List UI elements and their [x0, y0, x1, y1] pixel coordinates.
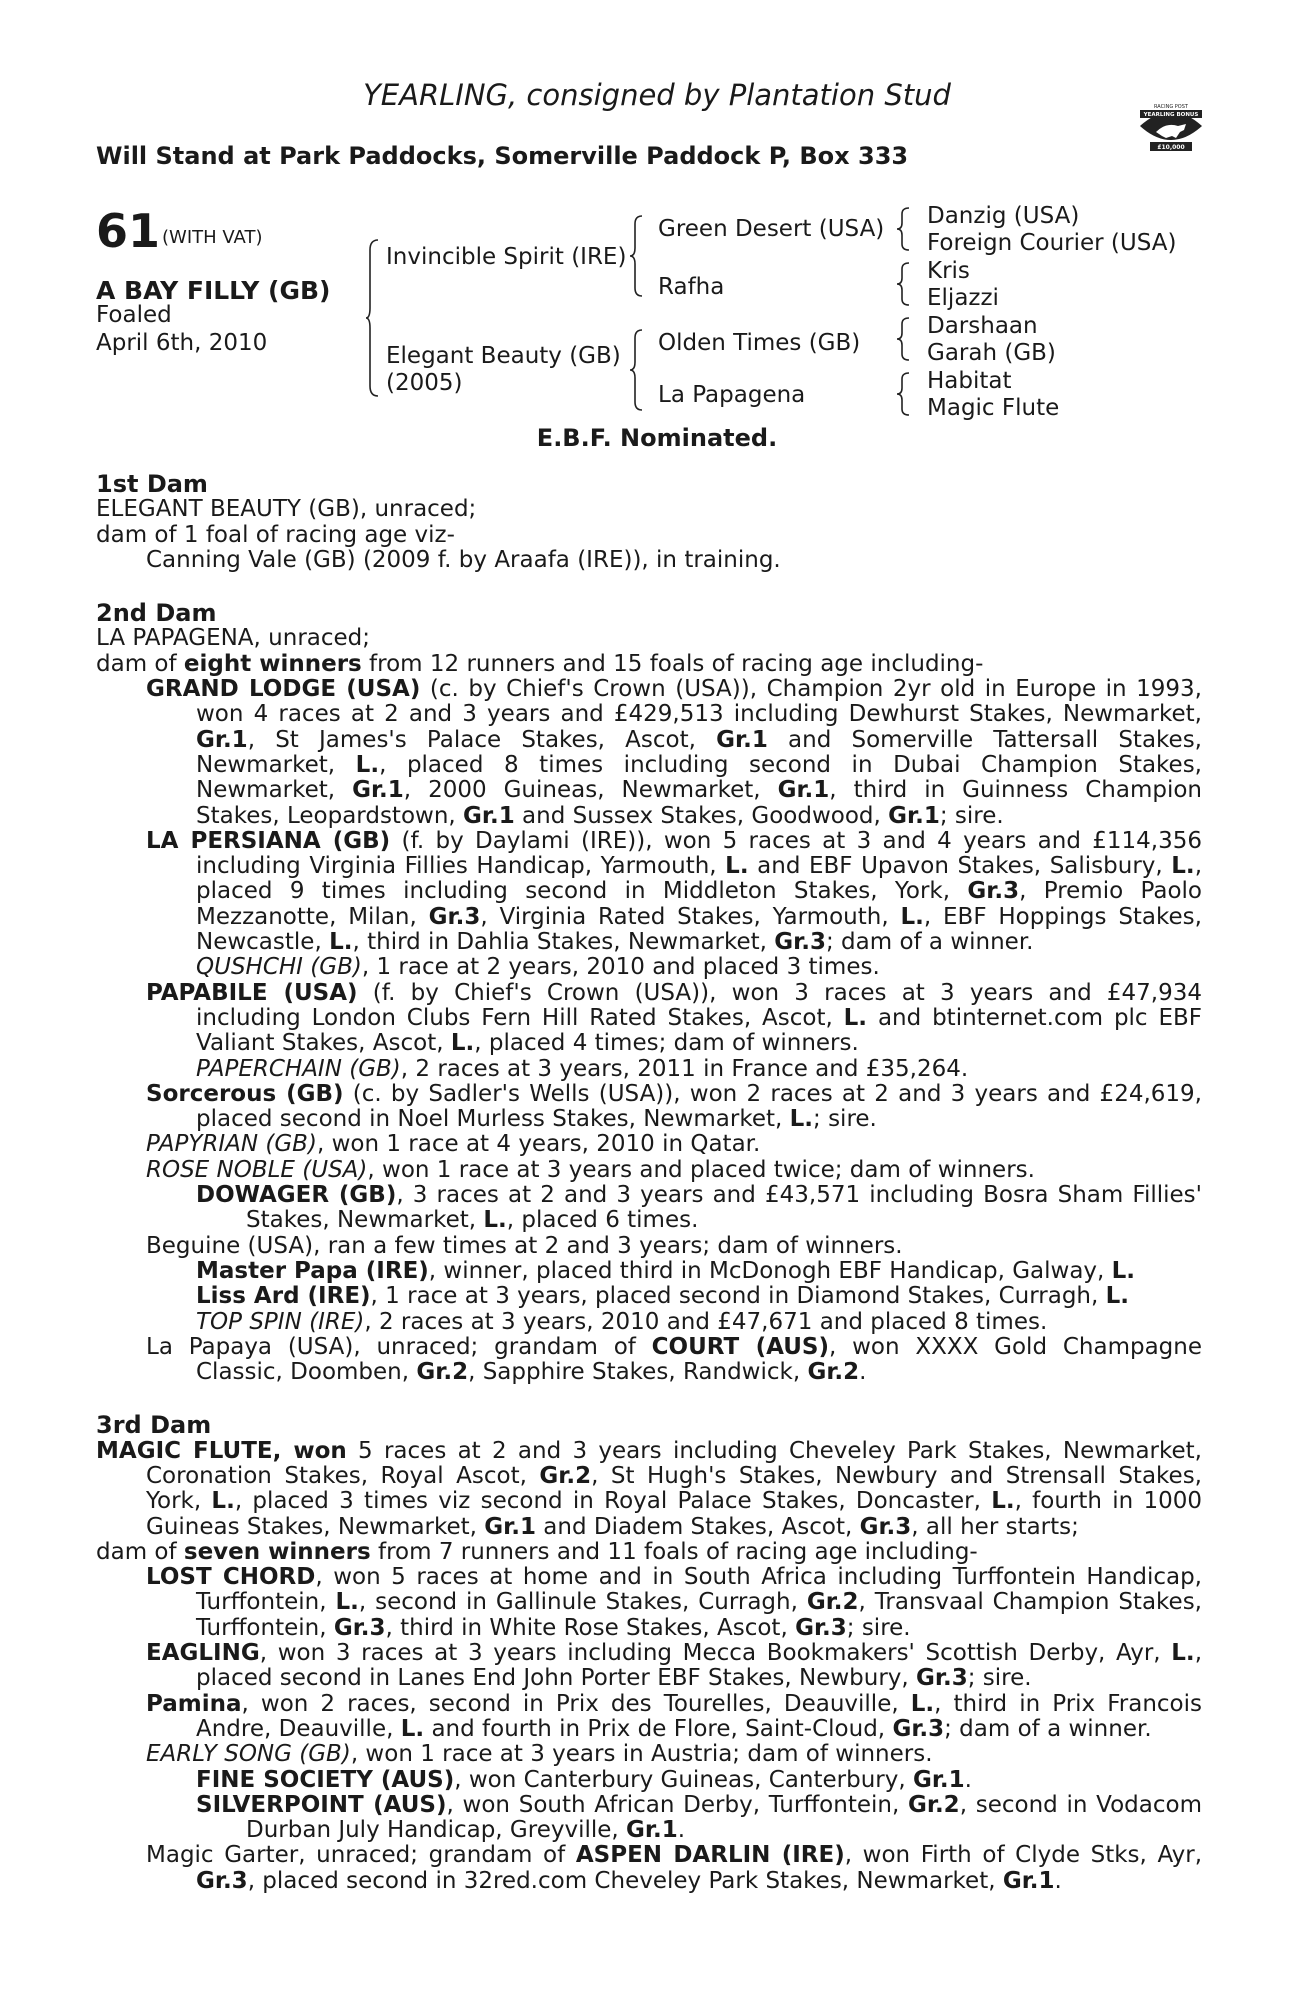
pedigree-g3: Darshaan	[927, 313, 1038, 339]
lot-number: 61	[96, 204, 161, 258]
produce-entry: EARLY SONG (GB), won 1 race at 3 years in Austria; dam of winners.	[146, 1741, 933, 1768]
grand-produce-entry: FINE SOCIETY (AUS), won Canterbury Guineas, Canterbury, Gr.1.	[196, 1766, 972, 1793]
pedigree-g3: Garah (GB)	[927, 340, 1056, 366]
pedigree-g3: Magic Flute	[927, 395, 1060, 421]
produce-entry: PAPYRIAN (GB), won 1 race at 4 years, 2010 in Qatar.	[146, 1131, 761, 1158]
pedigree-brace-icon	[897, 316, 911, 362]
grand-produce-entry: SILVERPOINT (AUS), won South African Derby, Turffontein, Gr.2, second in Vodacom Durban July Handicap, Greyville, Gr.1.	[196, 1791, 1202, 1844]
first-dam-heading: 1st Dam	[96, 470, 208, 498]
foaled-label: Foaled	[96, 302, 172, 328]
produce-entry: Beguine (USA), ran a few times at 2 and 3 years; dam of winners.	[146, 1232, 903, 1259]
foaled-date: April 6th, 2010	[96, 330, 268, 356]
pedigree-g3: Danzig (USA)	[927, 203, 1080, 229]
badge-bottom-text: £10,000	[1157, 144, 1185, 151]
badge-top-text: RACING POST	[1154, 104, 1188, 110]
grand-produce-entry: TOP SPIN (IRE), 2 races at 3 years, 2010 and £47,671 and placed 8 times.	[196, 1308, 1048, 1335]
produce-entry: LOST CHORD, won 5 races at home and in South Africa including Turffontein Handicap, Turffontein, L., second in Gallinule Stakes, Curragh, Gr.2, Transvaal Champion Stakes, Turffontein, Gr.3, third in White Rose Stakes, Ascot, Gr.3; sire.	[146, 1564, 1202, 1641]
pedigree-g3: Habitat	[927, 368, 1012, 394]
first-dam-produce: Canning Vale (GB) (2009 f. by Araafa (IRE)), in training.	[146, 546, 781, 573]
pedigree-dam-dam: La Papagena	[658, 382, 806, 408]
second-dam-heading: 2nd Dam	[96, 599, 217, 628]
page-title: YEARLING, consigned by Plantation Stud	[363, 78, 951, 112]
yearling-bonus-badge-icon	[1136, 96, 1206, 154]
grand-produce-entry: Master Papa (IRE), winner, placed third in McDonogh EBF Handicap, Galway, L.	[196, 1257, 1136, 1284]
ebf-nominated: E.B.F. Nominated.	[536, 424, 778, 452]
catalogue-body	[96, 472, 1202, 1894]
grand-produce-entry: Liss Ard (IRE), 1 race at 3 years, placed second in Diamond Stakes, Curragh, L.	[196, 1283, 1130, 1310]
lot-description: A BAY FILLY (GB)	[96, 276, 331, 305]
pedigree-brace-icon	[366, 238, 380, 398]
pedigree-sire-dam: Rafha	[658, 274, 725, 300]
produce-entry: LA PERSIANA (GB) (f. by Daylami (IRE)), won 5 races at 3 and 4 years and £114,356 including Virginia Fillies Handicap, Yarmouth, L. and EBF Upavon Stakes, Salisbury, L., placed 9 times including second in Middleton Stakes, York, Gr.3, Premio Paolo Mezzanotte, Milan, Gr.3, Virginia Rated Stakes, Yarmouth, L., EBF Hoppings Stakes, Newcastle, L., third in Dahlia Stakes, Newmarket, Gr.3; dam of a winner.	[146, 827, 1202, 956]
pedigree-g3: Kris	[927, 258, 970, 284]
pedigree-dam-year: (2005)	[386, 370, 463, 396]
produce-entry: Sorcerous (GB) (c. by Sadler's Wells (USA)), won 2 races at 2 and 3 years and £24,619, placed second in Noel Murless Stakes, Newmarket, L.; sire.	[146, 1080, 1202, 1133]
first-dam-line: dam of 1 foal of racing age viz-	[96, 521, 455, 548]
grand-produce-entry: PAPERCHAIN (GB), 2 races at 3 years, 2011 in France and £35,264.	[196, 1055, 969, 1082]
produce-entry: EAGLING, won 3 races at 3 years including Mecca Bookmakers' Scottish Derby, Ayr, L., placed second in Lanes End John Porter EBF Stakes, Newbury, Gr.3; sire.	[146, 1640, 1202, 1692]
third-dam-line: dam of seven winners from 7 runners and 11 foals of racing age including-	[96, 1538, 978, 1565]
stand-location: Will Stand at Park Paddocks, Somerville Paddock P, Box 333	[96, 142, 909, 170]
first-dam-line: ELEGANT BEAUTY (GB), unraced;	[96, 496, 477, 523]
badge-mid-text: YEARLING BONUS	[1143, 112, 1199, 118]
pedigree-brace-icon	[630, 328, 644, 412]
grand-produce-entry: DOWAGER (GB), 3 races at 2 and 3 years and £43,571 including Bosra Sham Fillies' Stakes, Newmarket, L., placed 6 times.	[196, 1182, 1202, 1234]
pedigree-brace-icon	[897, 206, 911, 252]
produce-entry: Pamina, won 2 races, second in Prix des Tourelles, Deauville, L., third in Prix Francois Andre, Deauville, L. and fourth in Prix de Flore, Saint-Cloud, Gr.3; dam of a winner.	[146, 1690, 1203, 1742]
pedigree-brace-icon	[897, 371, 911, 417]
third-dam-heading: 3rd Dam	[96, 1411, 212, 1440]
pedigree-g3: Eljazzi	[927, 285, 999, 311]
pedigree-g3: Foreign Courier (USA)	[927, 230, 1177, 256]
vat-note: (WITH VAT)	[162, 227, 263, 248]
pedigree-dam: Elegant Beauty (GB)	[386, 343, 621, 369]
produce-entry: La Papaya (USA), unraced; grandam of COURT (AUS), won XXXX Gold Champagne Classic, Doomben, Gr.2, Sapphire Stakes, Randwick, Gr.2.	[146, 1333, 1202, 1386]
pedigree-sire-sire: Green Desert (USA)	[658, 216, 885, 242]
produce-entry: ROSE NOBLE (USA), won 1 race at 3 years and placed twice; dam of winners.	[146, 1156, 1035, 1183]
second-dam-line: dam of eight winners from 12 runners and 15 foals of racing age including-	[96, 650, 984, 677]
third-dam-entry: MAGIC FLUTE, won 5 races at 2 and 3 years including Cheveley Park Stakes, Newmarket, Coronation Stakes, Royal Ascot, Gr.2, St Hugh's Stakes, Newbury and Strensall Stakes, York, L., placed 3 times viz second in Royal Palace Stakes, Doncaster, L., fourth in 1000 Guineas Stakes, Newmarket, Gr.1 and Diadem Stakes, Ascot, Gr.3, all her starts;	[96, 1437, 1202, 1540]
second-dam-line: LA PAPAGENA, unraced;	[96, 625, 371, 652]
pedigree-brace-icon	[630, 214, 644, 298]
produce-entry: Magic Garter, unraced; grandam of ASPEN DARLIN (IRE), won Firth of Clyde Stks, Ayr, Gr.3, placed second in 32red.com Cheveley Park Stakes, Newmarket, Gr.1.	[146, 1842, 1202, 1894]
pedigree-sire: Invincible Spirit (IRE)	[386, 244, 627, 270]
pedigree-dam-sire: Olden Times (GB)	[658, 330, 861, 356]
produce-entry: PAPABILE (USA) (f. by Chief's Crown (USA)), won 3 races at 3 years and £47,934 including London Clubs Fern Hill Rated Stakes, Ascot, L. and btinternet.com plc EBF Valiant Stakes, Ascot, L., placed 4 times; dam of winners.	[146, 979, 1202, 1057]
produce-entry: GRAND LODGE (USA) (c. by Chief's Crown (USA)), Champion 2yr old in Europe in 1993, won 4 races at 2 and 3 years and £429,513 including Dewhurst Stakes, Newmarket, Gr.1, St James's Palace Stakes, Ascot, Gr.1 and Somerville Tattersall Stakes, Newmarket, L., placed 8 times including second in Dubai Champion Stakes, Newmarket, Gr.1, 2000 Guineas, Newmarket, Gr.1, third in Guinness Champion Stakes, Leopardstown, Gr.1 and Sussex Stakes, Goodwood, Gr.1; sire.	[146, 676, 1202, 829]
pedigree-brace-icon	[897, 261, 911, 307]
grand-produce-entry: QUSHCHI (GB), 1 race at 2 years, 2010 and placed 3 times.	[196, 954, 880, 981]
